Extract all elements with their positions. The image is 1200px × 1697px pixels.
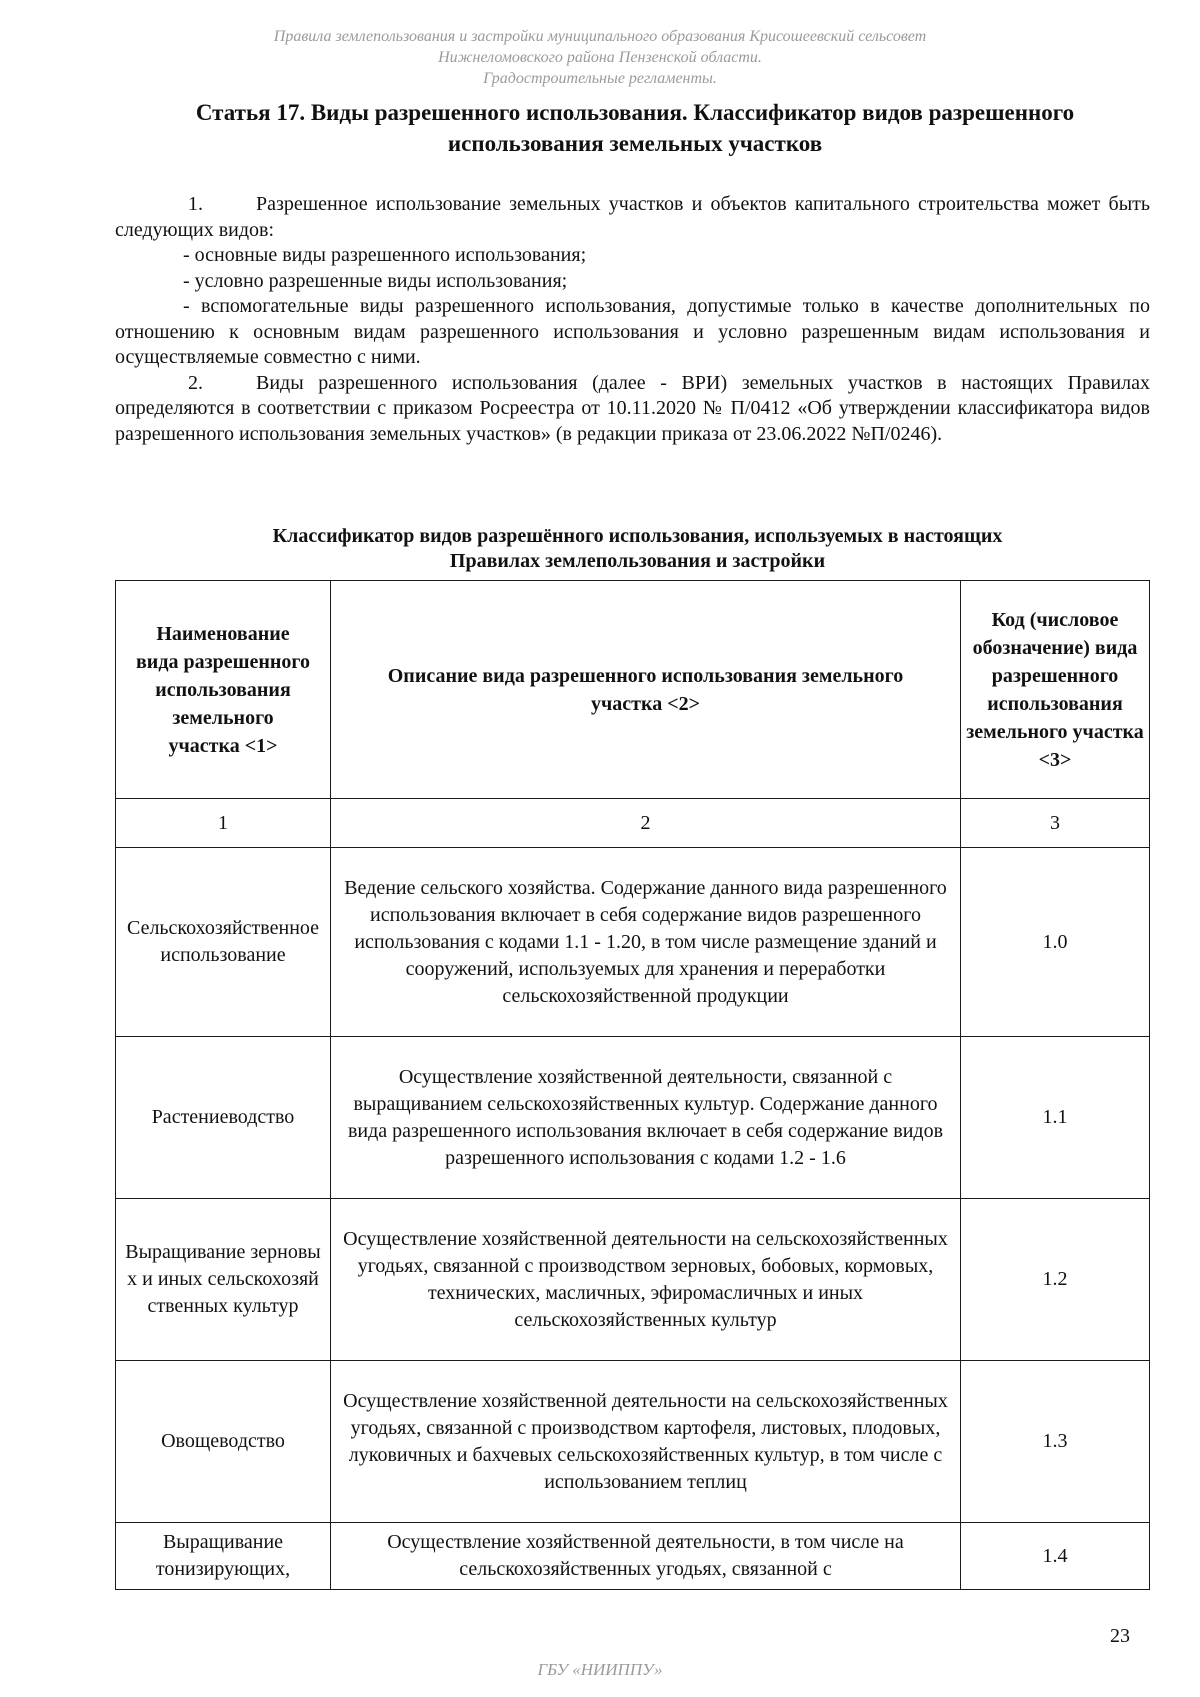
paragraph-1-number: 1. bbox=[188, 193, 203, 215]
article-title-line-2: использования земельных участков bbox=[447, 131, 823, 156]
table-header-row bbox=[116, 581, 1150, 799]
row-name: Овощеводство bbox=[116, 1361, 331, 1523]
row-name: Сельскохозяйственное использование bbox=[116, 848, 331, 1037]
running-header-line-2: Нижнеломовского района Пензенской области. bbox=[438, 49, 762, 66]
row-description: Осуществление хозяйственной деятельности на сельскохозяйственных угодьях, связанной с производством картофеля, листовых, плодовых, луковичных и бахчевых сельскохозяйственных культур, в том числе с использованием теплиц bbox=[331, 1361, 961, 1523]
classifier-table bbox=[115, 580, 1150, 1590]
article-title-line-1: Статья 17. Виды разрешенного использования. Классификатор видов разрешенного bbox=[195, 100, 1075, 125]
table-column-number-row bbox=[116, 799, 1150, 848]
table-row bbox=[116, 1361, 1150, 1523]
running-header-line-1: Правила землепользования и застройки муниципального образования Крисошеевский сельсовет bbox=[273, 28, 927, 45]
list-item-main-types: - основные виды разрешенного использования; bbox=[183, 244, 587, 266]
table-row bbox=[116, 1037, 1150, 1199]
row-code: 1.4 bbox=[961, 1523, 1150, 1590]
column-number-3: 3 bbox=[961, 799, 1150, 848]
table-caption-line-1: Классификатор видов разрешённого использования, используемых в настоящих bbox=[272, 525, 1003, 547]
row-code: 1.2 bbox=[961, 1199, 1150, 1361]
header-name: Наименование вида разрешенного использования земельного участка <1> bbox=[116, 581, 331, 799]
paragraph-2-text: Виды разрешенного использования (далее - ВРИ) земельных участков в настоящих Правилах определяются в соответствии с приказом Росреестра от 10.11.2020 № П/0412 «Об утверждении классификатора видов разрешенного использования земельных участков» (в редакции приказа от 23.06.2022 №П/0246). bbox=[115, 371, 1150, 445]
header-code: Код (числовое обозначение) вида разрешенного использования земельного участка <3> bbox=[961, 581, 1150, 799]
running-header-line-3: Градостроительные регламенты. bbox=[483, 70, 717, 87]
table-row bbox=[116, 1199, 1150, 1361]
paragraph-2 bbox=[115, 371, 1150, 448]
table-caption bbox=[175, 524, 1100, 574]
row-description: Осуществление хозяйственной деятельности, в том числе на сельскохозяйственных угодьях, связанной с bbox=[331, 1523, 961, 1590]
row-description: Ведение сельского хозяйства. Содержание данного вида разрешенного использования включает в себя содержание видов разрешенного использования с кодами 1.1 - 1.20, в том числе размещение зданий и сооружений, используемых для хранения и переработки сельскохозяйственной продукции bbox=[331, 848, 961, 1037]
article-title bbox=[115, 97, 1155, 159]
page-number: 23 bbox=[1110, 1625, 1130, 1647]
row-description: Осуществление хозяйственной деятельности на сельскохозяйственных угодьях, связанной с производством зерновых, бобовых, кормовых, технических, масличных, эфиромасличных и иных сельскохозяйственных культур bbox=[331, 1199, 961, 1361]
row-code: 1.3 bbox=[961, 1361, 1150, 1523]
row-code: 1.1 bbox=[961, 1037, 1150, 1199]
list-item-conditional-types: - условно разрешенные виды использования; bbox=[183, 269, 568, 292]
paragraph-1 bbox=[115, 192, 1150, 243]
row-name: Выращивание тонизирующих, bbox=[116, 1523, 331, 1590]
column-number-1: 1 bbox=[116, 799, 331, 848]
footer-organization: ГБУ «НИИППУ» bbox=[537, 1660, 663, 1679]
row-name: Выращивание зерновых и иных сельскохозяйственных культур bbox=[116, 1199, 331, 1361]
table-row bbox=[116, 848, 1150, 1037]
row-name: Растениеводство bbox=[116, 1037, 331, 1199]
paragraph-1-text: Разрешенное использование земельных участков и объектов капитального строительства может быть следующих видов: bbox=[115, 193, 1150, 241]
running-header bbox=[180, 26, 1020, 89]
table-row bbox=[116, 1523, 1150, 1590]
paragraph-2-number: 2. bbox=[188, 371, 203, 394]
column-number-2: 2 bbox=[331, 799, 961, 848]
list-item-auxiliary-types: - вспомогательные виды разрешенного использования, допустимые только в качестве дополнительных по отношению к основным видам разрешенного использования и условно разрешенным видам использования и осуществляемые совместно с ними. bbox=[115, 295, 1150, 368]
article-body bbox=[115, 192, 1150, 447]
row-description: Осуществление хозяйственной деятельности, связанной с выращиванием сельскохозяйственных культур. Содержание данного вида разрешенного использования включает в себя содержание видов разрешенного использования с кодами 1.2 - 1.6 bbox=[331, 1037, 961, 1199]
header-description: Описание вида разрешенного использования земельного участка <2> bbox=[331, 581, 961, 799]
row-code: 1.0 bbox=[961, 848, 1150, 1037]
table-caption-line-2: Правилах землепользования и застройки bbox=[449, 550, 826, 572]
